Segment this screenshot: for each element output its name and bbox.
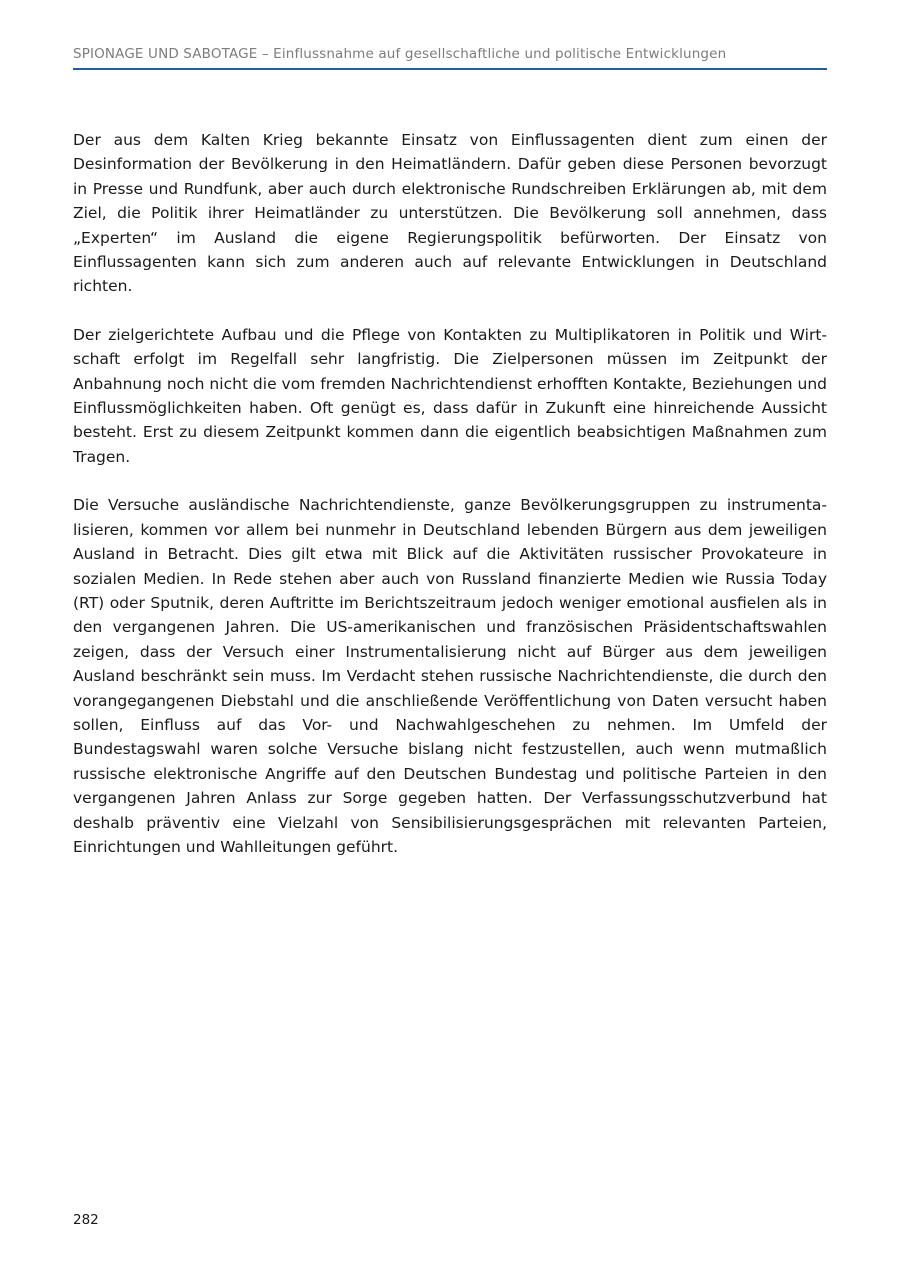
running-header — [73, 46, 827, 70]
paragraph-1: Der aus dem Kalten Krieg bekannte Einsatz von Einflussagenten dient zum einen der Desinformation der Bevölkerung in den Heimatländern. Dafür geben diese Personen bevorzugt in Presse und Rundfunk, aber auch durch elektronische Rundschreiben Erklärungen ab, mit dem Ziel, die Politik ihrer Heimatländer zu unterstützen. Die Bevölkerung soll annehmen, dass „Experten“ im Ausland die eigene Regierungspolitik befürworten. Der Einsatz von Einflussagenten kann sich zum anderen auch auf relevante Entwicklungen in Deutschland richten. — [73, 131, 827, 296]
body-text — [73, 128, 827, 883]
paragraph-3: Die Versuche ausländische Nachrichtendienste, ganze Bevölkerungsgruppen zu instrumentalisieren, kommen vor allem bei nunmehr in Deutschland lebenden Bürgern aus dem jeweiligen Ausland in Betracht. Dies gilt etwa mit Blick auf die Aktivitäten russischer Provokateure in sozialen Medien. In Rede stehen aber auch von Russland finanzierte Medien wie Russia Today (RT) oder Sputnik, deren Auftritte im Berichtszeitraum jedoch weniger emotional ausfielen als in den vergangenen Jahren. Die US-amerikanischen und französischen Präsidentschaftswahlen zeigen, dass der Versuch einer Instrumentalisierung nicht auf Bürger aus dem jeweiligen Ausland beschränkt sein muss. Im Verdacht stehen russische Nachrichtendienste, die durch den vorangegangenen Diebstahl und die anschließende Veröffentlichung von Daten versucht haben sollen, Einfluss auf das Vor- und Nachwahlgeschehen zu nehmen. Im Umfeld der Bundestagswahl waren solche Versuche bislang nicht festzustellen, auch wenn mutmaßlich russische elektronische Angriffe auf den Deutschen Bundestag und politische Parteien in den vergangenen Jahren Anlass zur Sorge gegeben hatten. Der Verfassungsschutzverbund hat deshalb präventiv eine Vielzahl von Sensibilisierungsgesprächen mit relevanten Parteien, Einrichtungen und Wahlleitungen geführt. — [73, 496, 827, 856]
page-number: 282 — [73, 1212, 99, 1228]
paragraph-2: Der zielgerichtete Aufbau und die Pflege von Kontakten zu Multiplikatoren in Politik und Wirtschaft erfolgt im Regelfall sehr langfristig. Die Zielpersonen müssen im Zeitpunkt der Anbahnung noch nicht die vom fremden Nachrichtendienst erhofften Kontakte, Beziehungen und Einflussmöglichkeiten haben. Oft genügt es, dass dafür in Zukunft eine hinreichende Aussicht besteht. Erst zu diesem Zeitpunkt kommen dann die eigentlich beabsichtigen Maßnahmen zum Tragen. — [73, 325, 827, 466]
header-title: SPIONAGE UND SABOTAGE – Einflussnahme auf gesellschaftliche und politische Entwicklungen — [73, 46, 727, 62]
